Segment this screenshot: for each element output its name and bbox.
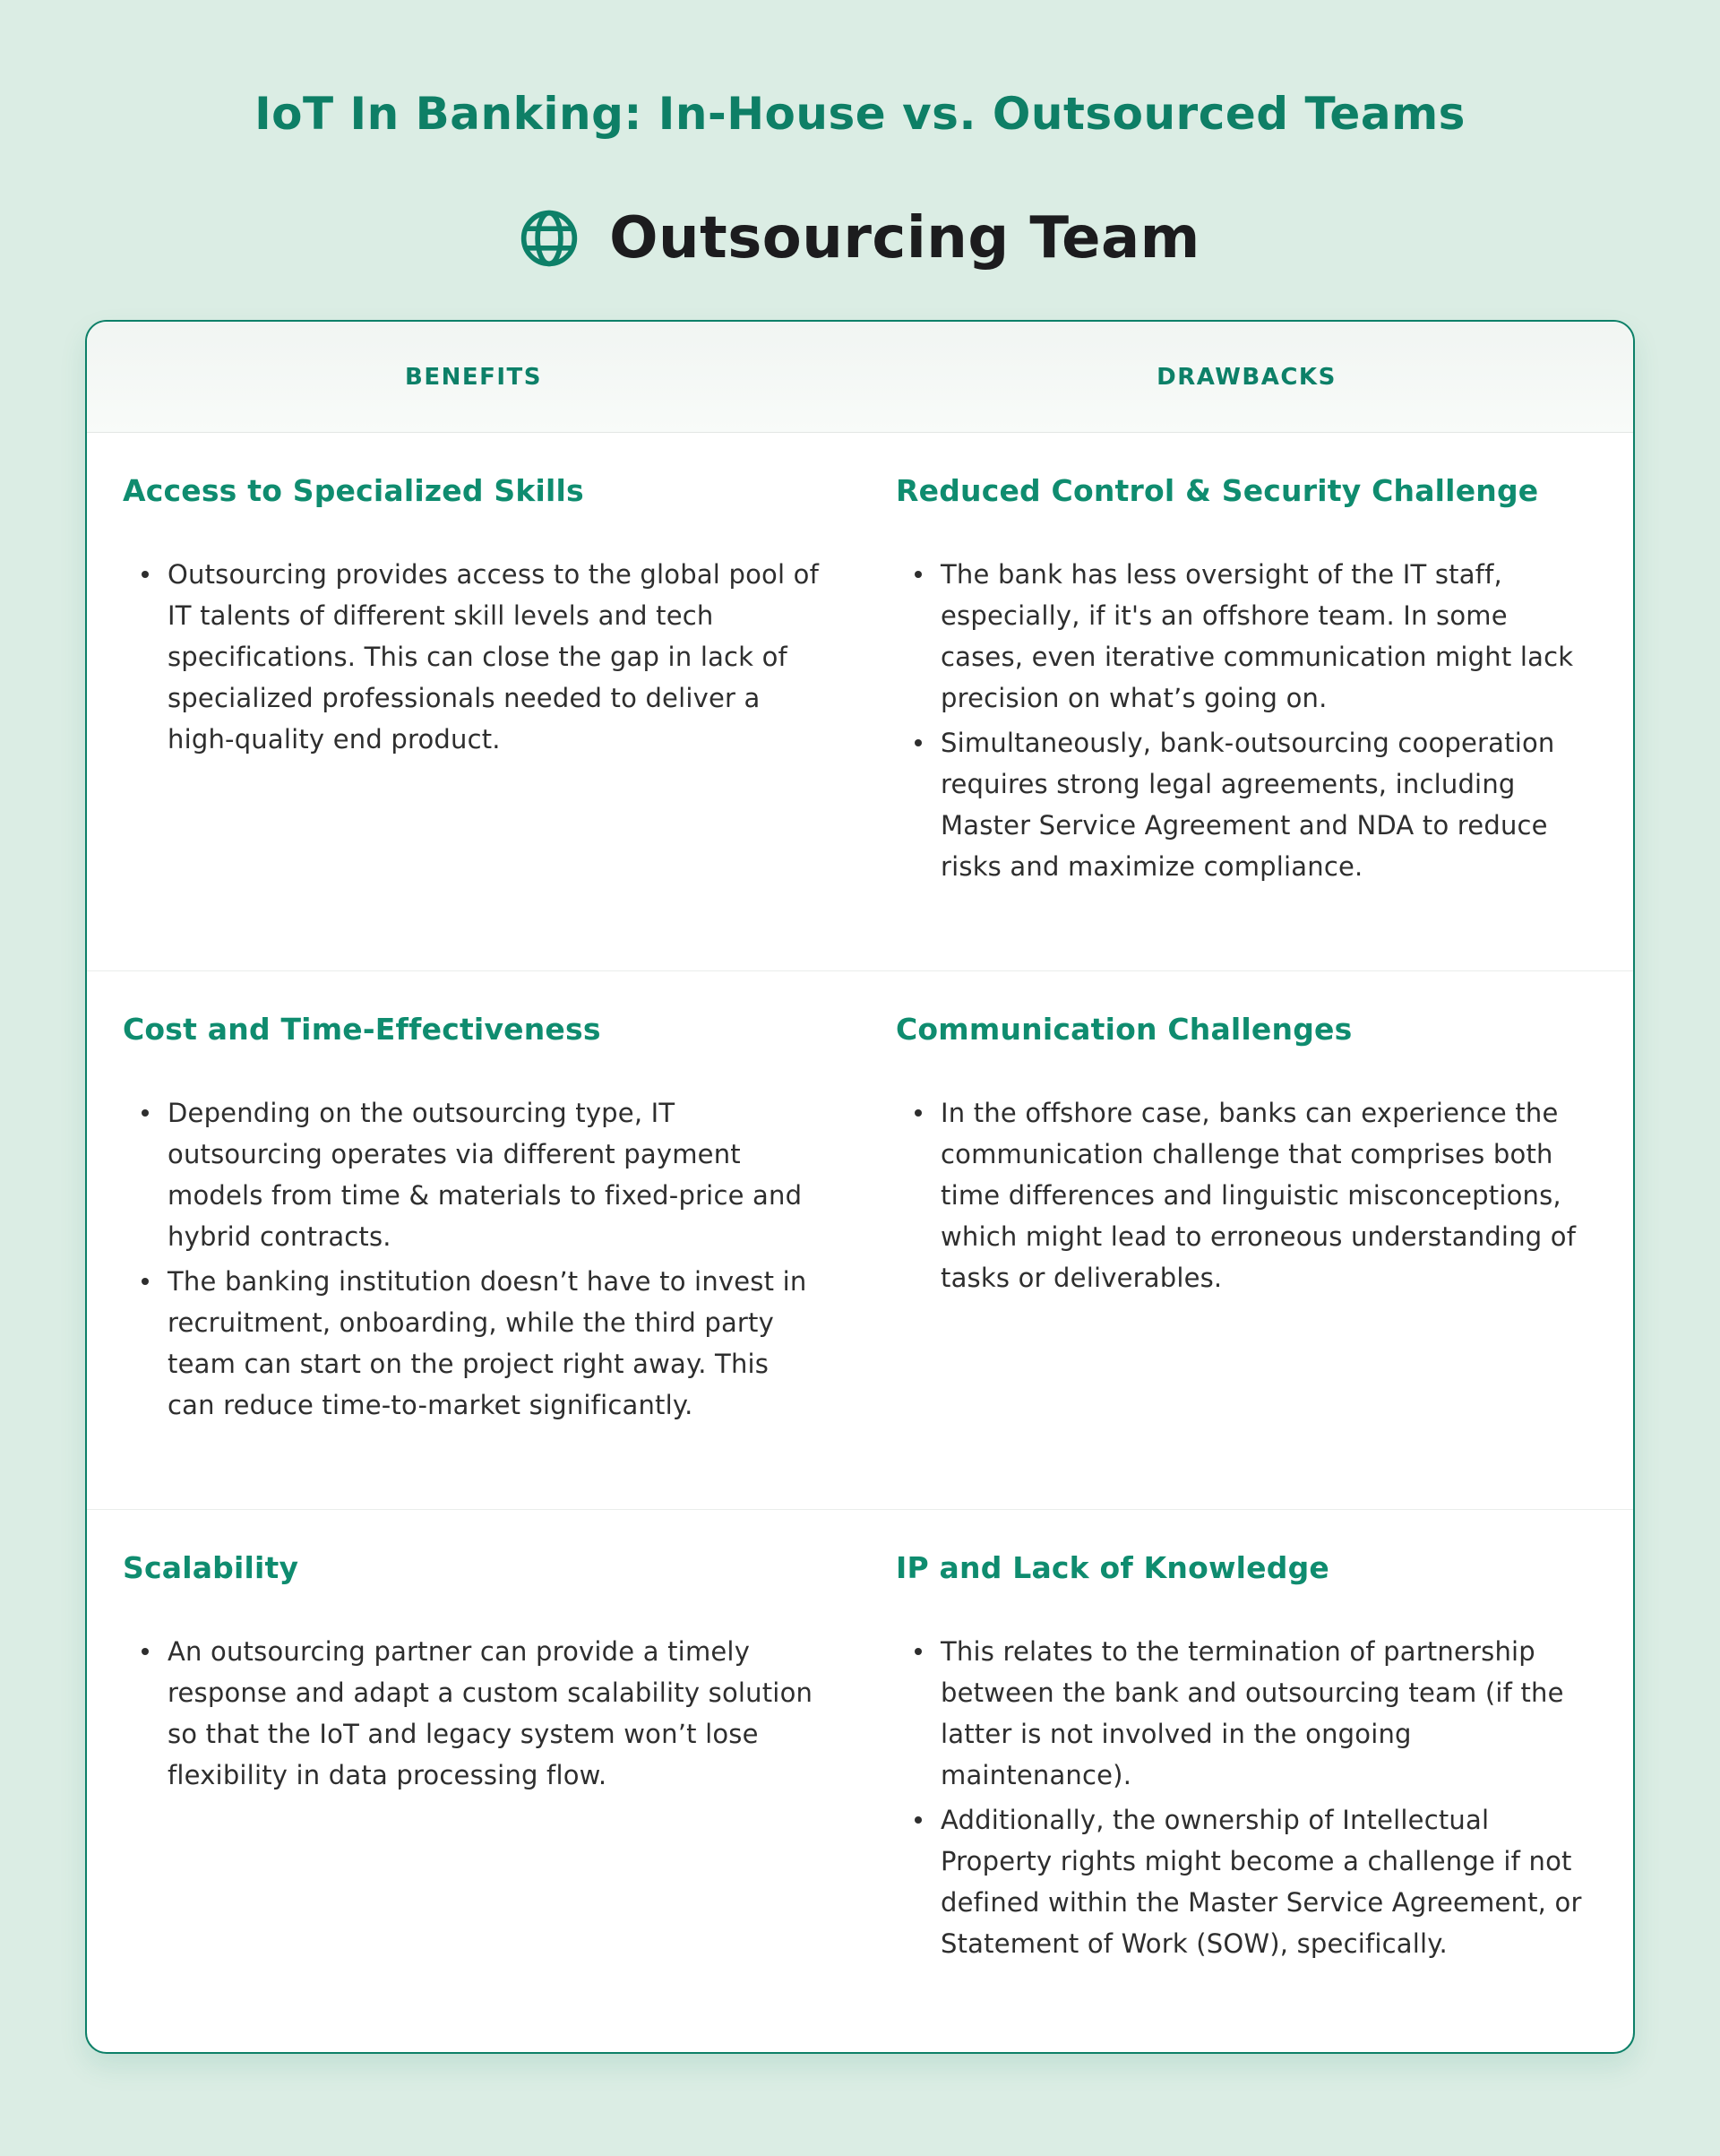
bullet-list bbox=[896, 554, 1597, 887]
bullet-item: The banking institution doesn’t have to invest in recruitment, onboarding, while the third party team can start on the project right away. This can reduce time-to-market significantly. bbox=[123, 1261, 824, 1426]
bullet-list bbox=[123, 1092, 824, 1426]
page-title: IoT In Banking: In-House vs. Outsourced Teams bbox=[254, 88, 1466, 140]
bullet-list bbox=[896, 1092, 1597, 1298]
cell-heading: Reduced Control & Security Challenge bbox=[896, 473, 1539, 509]
cell-heading: Access to Specialized Skills bbox=[123, 473, 584, 509]
table-row-scalability-ip bbox=[87, 1509, 1633, 2052]
cell-heading: IP and Lack of Knowledge bbox=[896, 1550, 1329, 1586]
drawback-cell bbox=[860, 971, 1633, 1509]
bullet-item: An outsourcing partner can provide a timely response and adapt a custom scalability solution so that the IoT and legacy system won’t lose flexibility in data processing flow. bbox=[123, 1631, 824, 1796]
bullet-item: In the offshore case, banks can experience the communication challenge that comprises both time differences and linguistic misconceptions, which might lead to erroneous understanding of tasks or deliverables. bbox=[896, 1092, 1597, 1298]
cell-heading: Communication Challenges bbox=[896, 1012, 1353, 1048]
cell-heading: Cost and Time-Effectiveness bbox=[123, 1012, 601, 1048]
bullet-item: Outsourcing provides access to the global pool of IT talents of different skill levels and tech specifications. This can close the gap in lack of specialized professionals needed to deliver a high-quality end product. bbox=[123, 554, 824, 760]
bullet-list bbox=[123, 1631, 824, 1796]
bullet-list bbox=[123, 554, 824, 760]
drawback-cell bbox=[860, 433, 1633, 970]
benefit-cell bbox=[87, 1510, 860, 2052]
comparison-table bbox=[85, 320, 1635, 2054]
bullet-item: This relates to the termination of partnership between the bank and outsourcing team (if the latter is not involved in the ongoing maintenance). bbox=[896, 1631, 1597, 1796]
benefit-cell bbox=[87, 971, 860, 1509]
bullet-item: Simultaneously, bank-outsourcing cooperation requires strong legal agreements, including Master Service Agreement and NDA to reduce risks and maximize compliance. bbox=[896, 722, 1597, 887]
table-row-cost-time bbox=[87, 970, 1633, 1509]
column-header-drawbacks: DRAWBACKS bbox=[1157, 363, 1337, 391]
column-header-benefits: BENEFITS bbox=[405, 363, 542, 391]
table-row-specialized-skills bbox=[87, 433, 1633, 970]
benefit-cell bbox=[87, 433, 860, 970]
team-title: Outsourcing Team bbox=[609, 205, 1200, 272]
cell-heading: Scalability bbox=[123, 1550, 299, 1586]
bullet-item: The bank has less oversight of the IT staff, especially, if it's an offshore team. In some cases, even iterative communication might lack precision on what’s going on. bbox=[896, 554, 1597, 719]
drawback-cell bbox=[860, 1510, 1633, 2052]
bullet-list bbox=[896, 1631, 1597, 1964]
comparison-table-header bbox=[87, 322, 1633, 433]
globe-icon bbox=[520, 209, 579, 268]
team-subtitle-row bbox=[0, 207, 1720, 270]
bullet-item: Additionally, the ownership of Intellectual Property rights might become a challenge if not defined within the Master Service Agreement, or Statement of Work (SOW), specifically. bbox=[896, 1799, 1597, 1964]
bullet-item: Depending on the outsourcing type, IT outsourcing operates via different payment models from time & materials to fixed-price and hybrid contracts. bbox=[123, 1092, 824, 1257]
